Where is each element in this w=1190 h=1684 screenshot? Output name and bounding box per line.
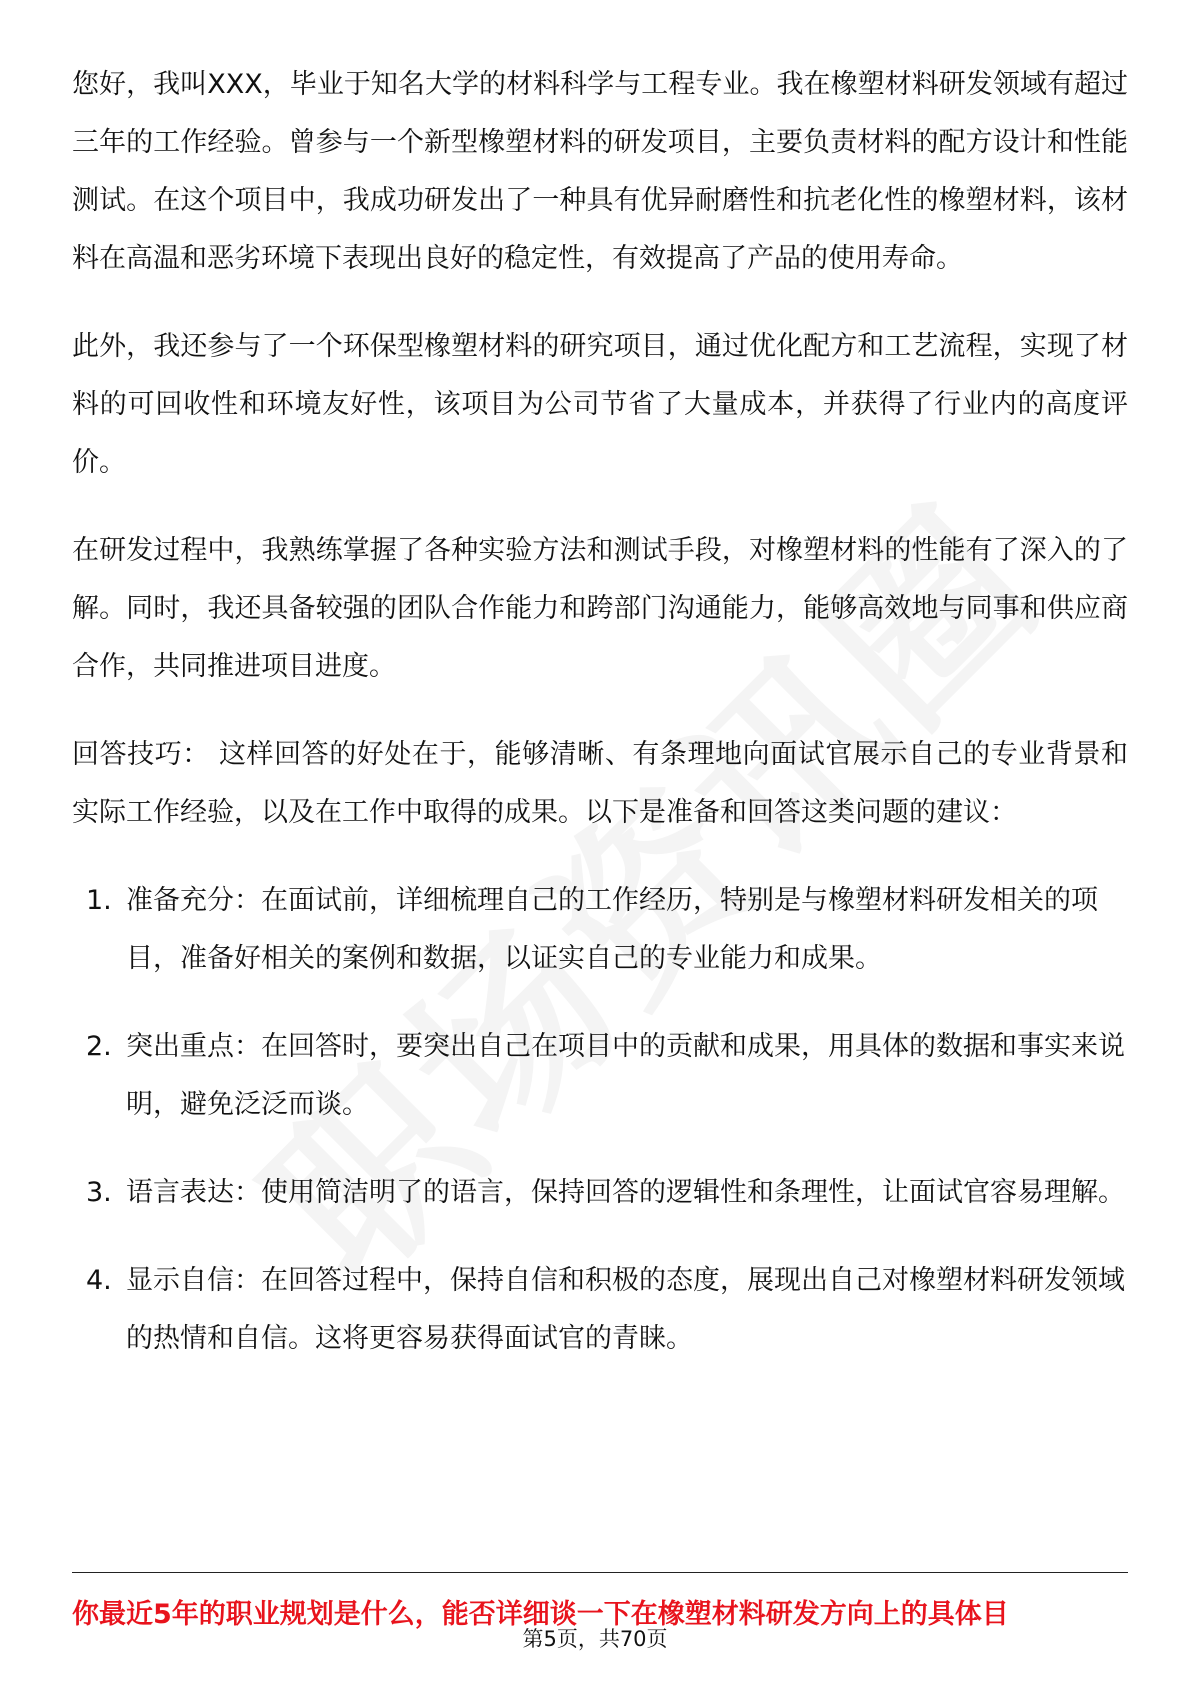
intro-paragraph: 您好，我叫XXX，毕业于知名大学的材料科学与工程专业。我在橡塑材料研发领域有超过三年的工作经验。曾参与一个新型橡塑材料的研发项目，主要负责材料的配方设计和性能测试。在这个项目中，我成功研发出了一种具有优异耐磨性和抗老化性的橡塑材料，该材料在高温和恶劣环境下表现出良好的稳定性，有效提高了产品的使用寿命。	[72, 69, 1128, 274]
tip-item	[72, 1018, 1128, 1134]
tip-item	[72, 1164, 1128, 1222]
tip-number: 2.	[86, 1031, 112, 1062]
project-paragraph: 此外，我还参与了一个环保型橡塑材料的研究项目，通过优化配方和工艺流程，实现了材料的可回收性和环境友好性，该项目为公司节省了大量成本，并获得了行业内的高度评价。	[72, 331, 1128, 478]
tip-item	[72, 1252, 1128, 1368]
tip-text: 语言表达：使用简洁明了的语言，保持回答的逻辑性和条理性，让面试官容易理解。	[126, 1177, 1125, 1208]
tips-list	[72, 872, 1128, 1368]
tip-number: 1.	[86, 885, 112, 916]
tip-number: 3.	[86, 1177, 112, 1208]
answer-tips-paragraph: 回答技巧： 这样回答的好处在于，能够清晰、有条理地向面试官展示自己的专业背景和实际工作经验，以及在工作中取得的成果。以下是准备和回答这类问题的建议：	[72, 739, 1128, 828]
page-content	[72, 56, 1128, 1398]
section-divider	[72, 1572, 1128, 1573]
page-number: 第5页，共70页	[522, 1627, 668, 1651]
skills-paragraph: 在研发过程中，我熟练掌握了各种实验方法和测试手段，对橡塑材料的性能有了深入的了解。同时，我还具备较强的团队合作能力和跨部门沟通能力，能够高效地与同事和供应商合作，共同推进项目进度。	[72, 535, 1128, 682]
tip-text: 准备充分：在面试前，详细梳理自己的工作经历，特别是与橡塑材料研发相关的项目，准备好相关的案例和数据，以证实自己的专业能力和成果。	[126, 885, 1098, 974]
tip-text: 突出重点：在回答时，要突出自己在项目中的贡献和成果，用具体的数据和事实来说明，避免泛泛而谈。	[126, 1031, 1125, 1120]
tip-text: 显示自信：在回答过程中，保持自信和积极的态度，展现出自己对橡塑材料研发领域的热情和自信。这将更容易获得面试官的青睐。	[126, 1265, 1125, 1354]
tip-item	[72, 872, 1128, 988]
tip-number: 4.	[86, 1265, 112, 1296]
next-question-heading: 你最近5年的职业规划是什么，能否详细谈一下在橡塑材料研发方向上的具体目	[72, 1599, 1009, 1630]
